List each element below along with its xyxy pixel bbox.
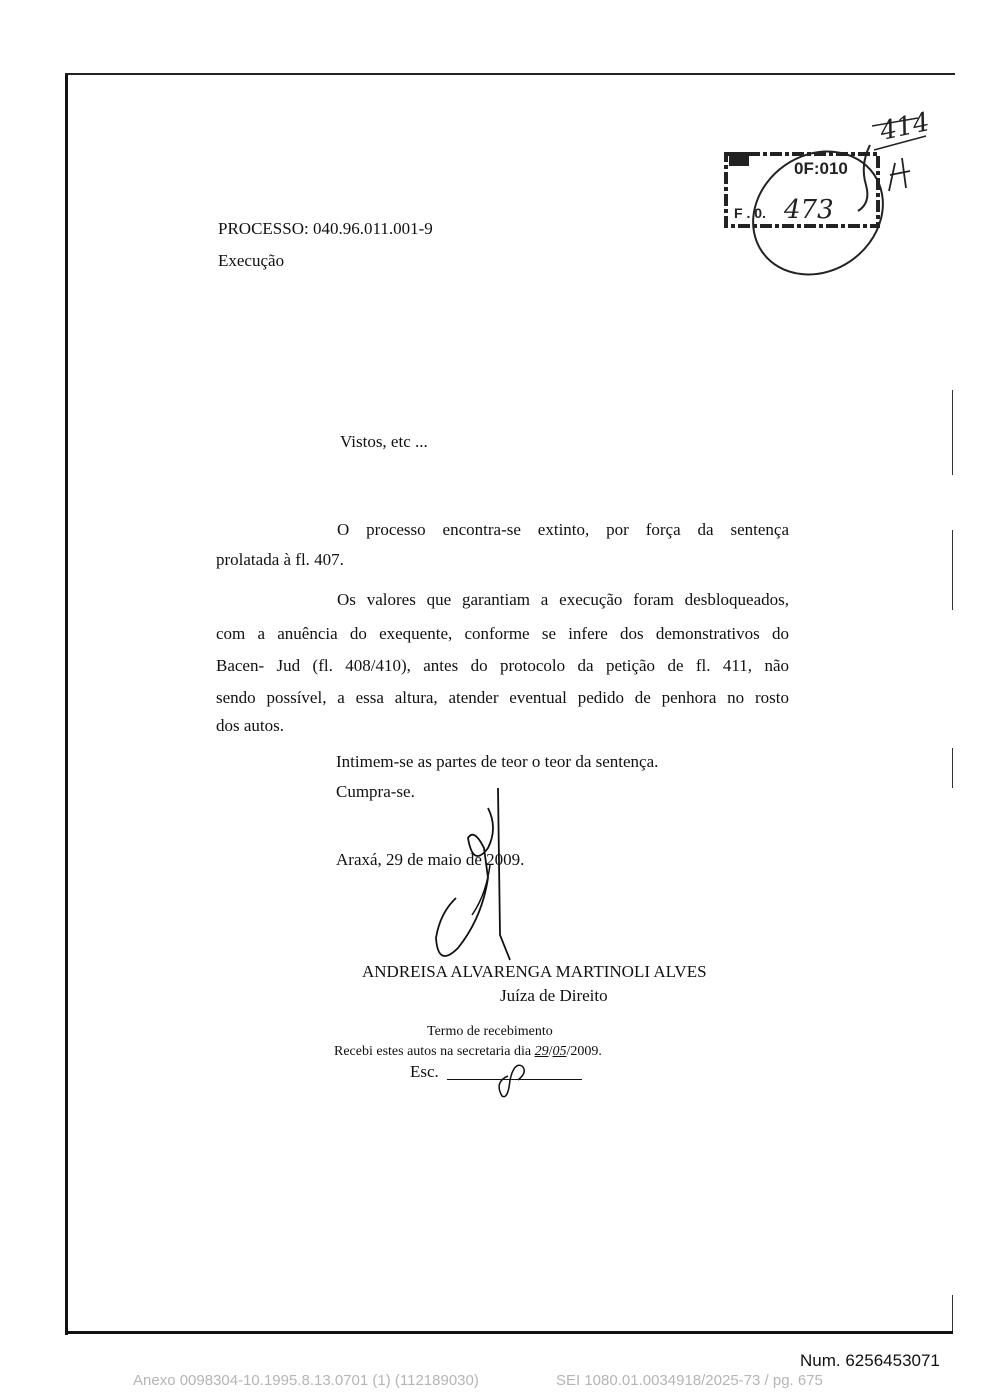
stamp-folio-number: 473	[784, 195, 834, 225]
stamp-top-text: 0F:010	[794, 159, 848, 178]
esc-label: Esc.	[410, 1062, 439, 1081]
paragraph-2-line-4: sendo possível, a essa altura, atender eventual pedido de penhora no rosto	[216, 688, 789, 707]
receipt-day: 29	[534, 1044, 549, 1059]
date-line: Araxá, 29 de maio de 2009.	[336, 850, 525, 869]
annex-reference: Anexo 0098304-10.1995.8.13.0701 (1) (112189030)	[133, 1372, 479, 1389]
paragraph-1-line-1: O processo encontra-se extinto, por força da sentença	[337, 520, 789, 539]
salutation: Vistos, etc ...	[340, 432, 428, 451]
judge-name: ANDREISA ALVARENGA MARTINOLI ALVES	[362, 962, 707, 981]
receipt-month: 05	[552, 1044, 567, 1059]
receipt-title: Termo de recebimento	[427, 1024, 553, 1039]
paragraph-2-line-1: Os valores que garantiam a execução foram desbloqueados,	[337, 590, 789, 609]
paragraph-2-line-3: Bacen- Jud (fl. 408/410), antes do protocolo da petição de fl. 411, não	[216, 656, 789, 675]
paragraph-1-line-2: prolatada à fl. 407.	[216, 550, 344, 569]
document-number: Num. 6256453071	[800, 1351, 940, 1370]
receipt-year: /2009.	[566, 1044, 602, 1059]
paragraph-2-line-5: dos autos.	[216, 716, 284, 735]
receipt-text: Recebi estes autos na secretaria dia	[334, 1044, 535, 1059]
page-border-bottom	[65, 1331, 953, 1334]
judge-title: Juíza de Direito	[500, 986, 608, 1005]
receipt-line: Recebi estes autos na secretaria dia 29/05/2009.	[334, 1044, 602, 1059]
process-number: PROCESSO: 040.96.011.001-9	[218, 219, 433, 238]
stamp-folio-text: F . 0.	[734, 205, 766, 221]
scan-edge-mark	[952, 1295, 953, 1331]
sei-reference: SEI 1080.01.0034918/2025-73 / pg. 675	[556, 1372, 823, 1389]
paragraph-3: Intimem-se as partes de teor o teor da sentença.	[336, 752, 659, 771]
paragraph-2-line-2: com a anuência do exequente, conforme se infere dos demonstrativos do	[216, 624, 789, 643]
process-type: Execução	[218, 251, 285, 270]
paragraph-4: Cumpra-se.	[336, 782, 415, 801]
handwritten-page-number: 414	[877, 107, 933, 147]
